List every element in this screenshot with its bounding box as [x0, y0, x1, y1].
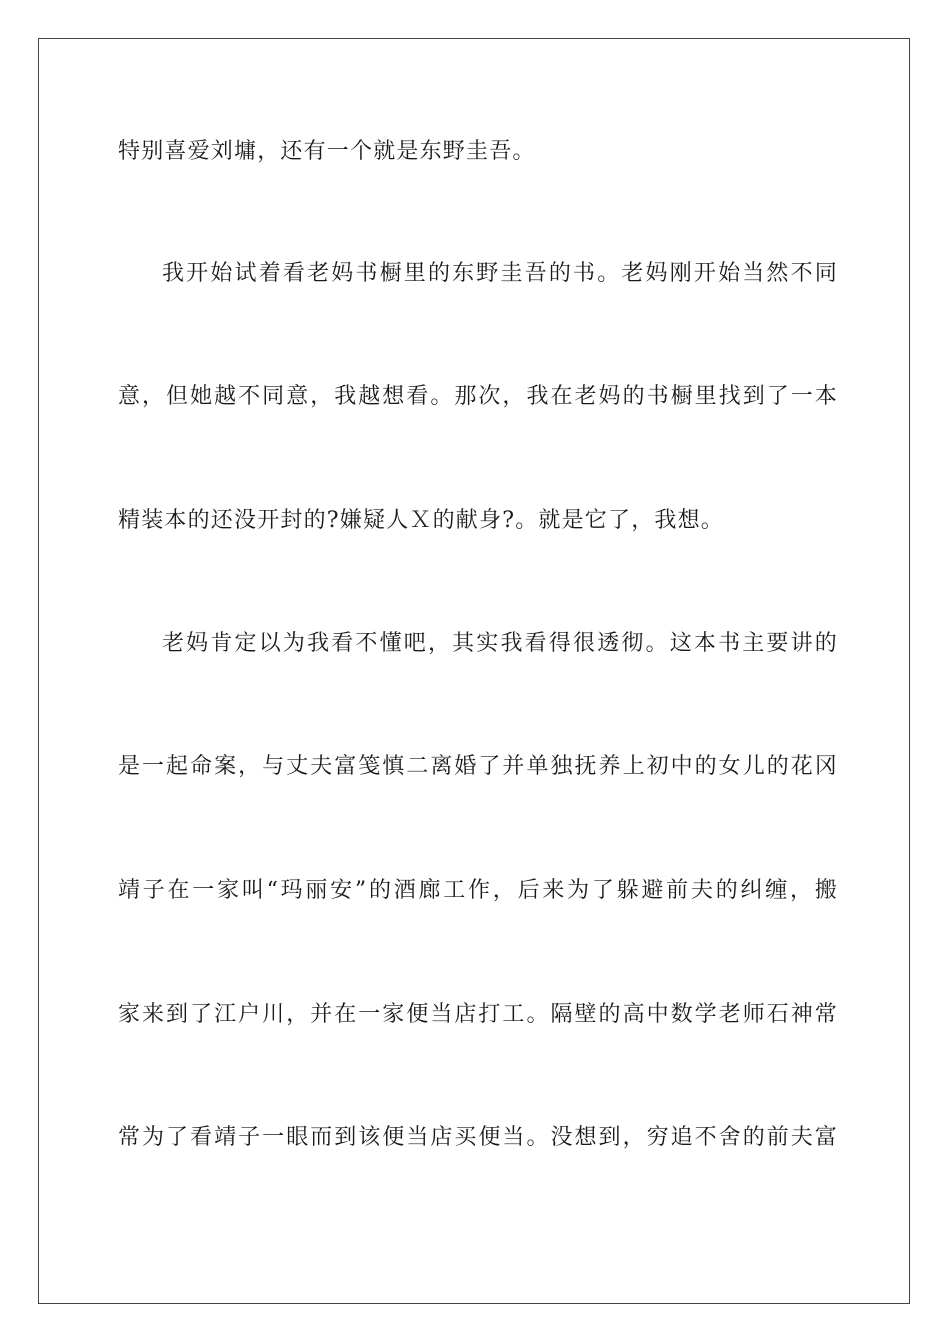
- text-line-3: 意，但她越不同意，我越想看。那次，我在老妈的书橱里找到了一本: [118, 384, 838, 409]
- text-line-8: 家来到了江户川，并在一家便当店打工。隔壁的高中数学老师石神常: [118, 1002, 838, 1027]
- text-line-1: 特别喜爱刘墉，还有一个就是东野圭吾。: [118, 139, 536, 164]
- text-line-7: 靖子在一家叫“玛丽安”的酒廊工作，后来为了躲避前夫的纠缠，搬: [118, 878, 838, 903]
- text-line-9: 常为了看靖子一眼而到该便当店买便当。没想到，穷追不舍的前夫富: [118, 1125, 838, 1150]
- text-line-2: 我开始试着看老妈书橱里的东野圭吾的书。老妈刚开始当然不同: [162, 261, 838, 286]
- text-line-4: 精装本的还没开封的?嫌疑人Ｘ的献身?。就是它了，我想。: [118, 508, 724, 533]
- text-line-6: 是一起命案，与丈夫富笺慎二离婚了并单独抚养上初中的女儿的花冈: [118, 754, 838, 779]
- page-border: [38, 38, 910, 1304]
- text-line-5: 老妈肯定以为我看不懂吧，其实我看得很透彻。这本书主要讲的: [162, 631, 838, 656]
